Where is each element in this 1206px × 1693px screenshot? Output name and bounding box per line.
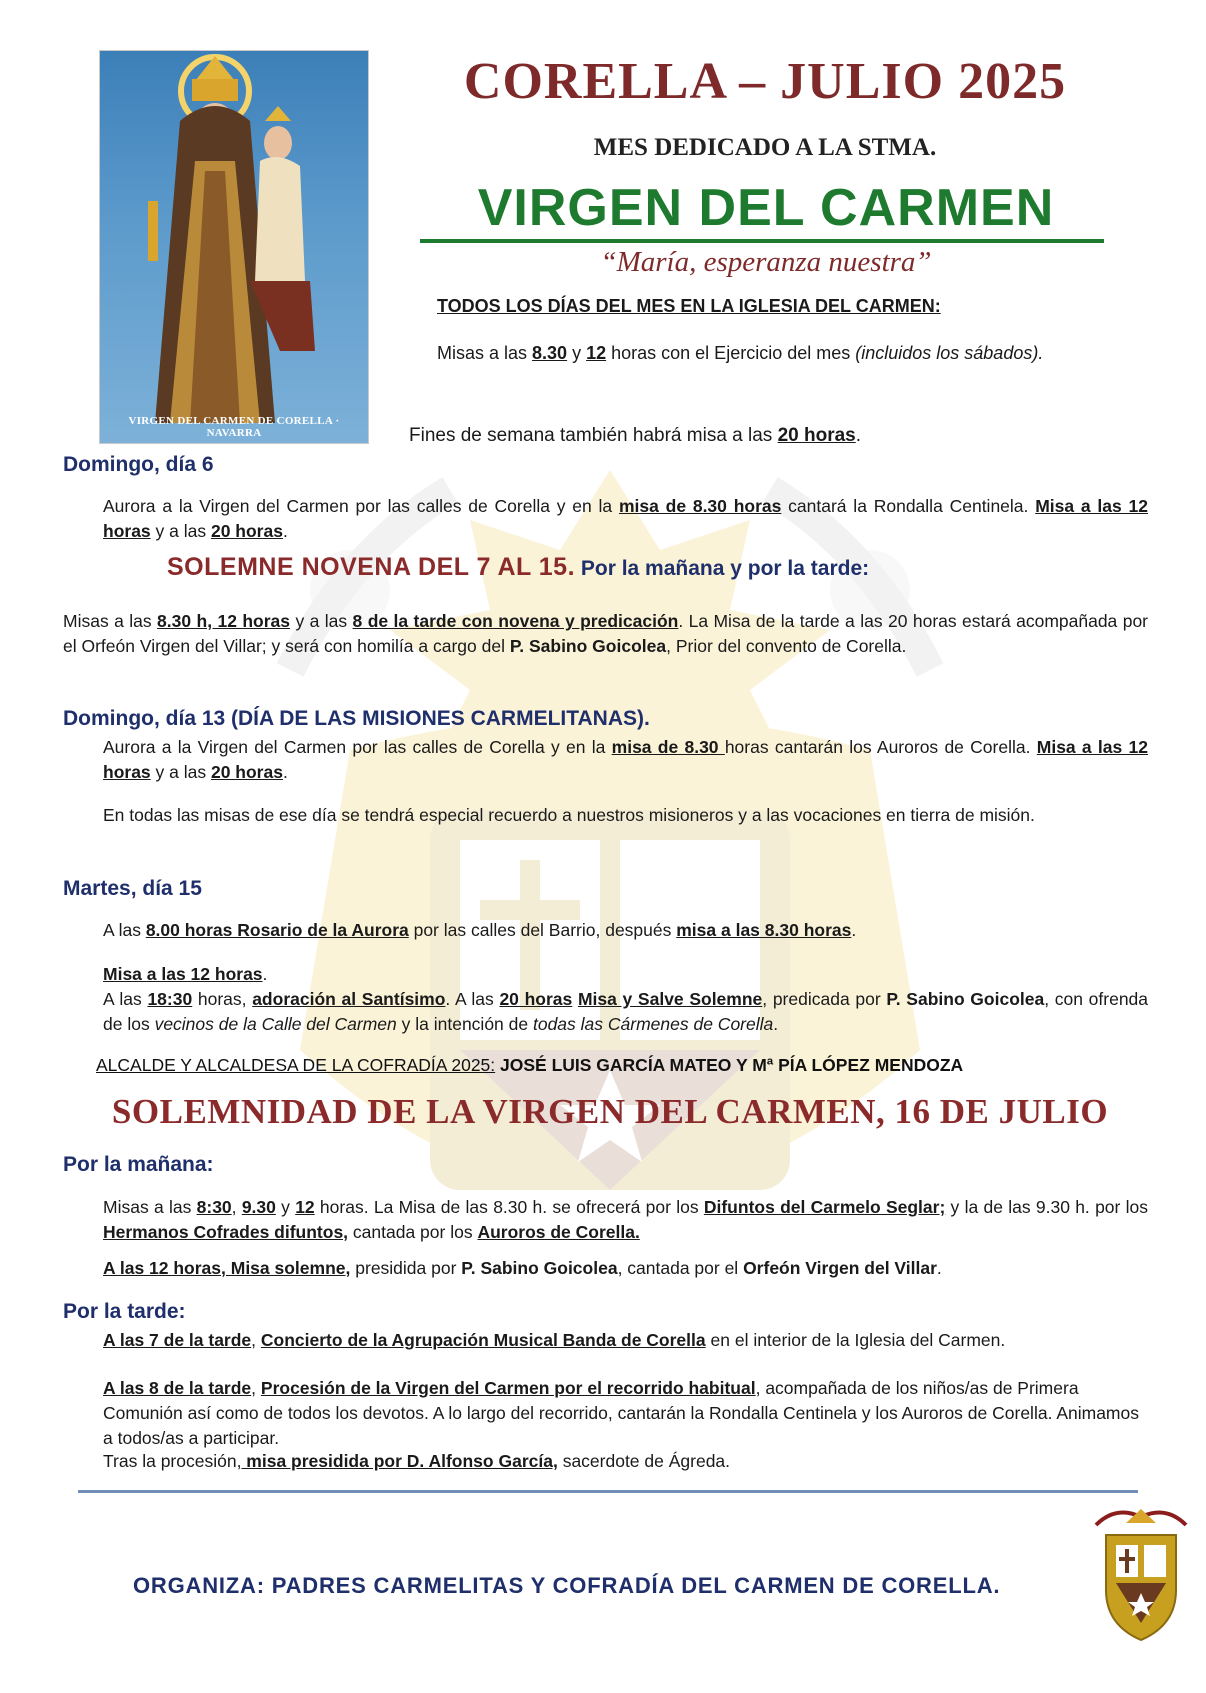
mayors-line: ALCALDE Y ALCALDESA DE LA COFRADÍA 2025: JOSÉ LUIS GARCÍA MATEO Y Mª PÍA LÓPEZ MENDOZA [96, 1055, 964, 1075]
afternoon-heading: Por la tarde: [63, 1300, 186, 1323]
morning-masses: Misas a las 8:30, 9.30 y 12 horas. La Misa de las 8.30 h. se ofrecerá por los Difuntos del Carmelo Seglar; y la de las 9.30 h. por los Hermanos Cofrades difuntos, cantada por los Auroros de Corella. [103, 1197, 1149, 1242]
daily-masses: Misas a las 8.30 y 12 horas con el Ejercicio del mes (incluidos los sábados). [437, 343, 1044, 363]
page-title: CORELLA – JULIO 2025 [463, 53, 1067, 110]
tuesday-15-rosary: A las 8.00 horas Rosario de la Aurora por las calles del Barrio, después misa a las 8.30 horas. [103, 920, 857, 940]
afternoon-concert: A las 7 de la tarde, Concierto de la Agrupación Musical Banda de Corella en el interior de la Iglesia del Carmen. [103, 1330, 1006, 1350]
tuesday-15-evening: A las 18:30 horas, adoración al Santísimo. A las 20 horas Misa y Salve Solemne, predicada por P. Sabino Goicolea, con ofrenda de los vecinos de la Calle del Carmen y la intención de todas las Cármenes de Corella. [103, 989, 1149, 1034]
image-caption: VIRGEN DEL CARMEN DE CORELLA · NAVARRA [128, 415, 340, 439]
weekend-mass: Fines de semana también habrá misa a las 20 horas. [409, 425, 862, 446]
main-title-underline [420, 239, 1104, 243]
virgin-figure-icon [100, 51, 368, 443]
afternoon-procession: A las 8 de la tarde, Procesión de la Virgen del Carmen por el recorrido habitual, acompañada de los niños/as de Primera Comunión así como de todos los devotos. A lo largo del recorrido, cantarán la Rondalla Centinela y los Auroros de Corella. Animamos a todos/as a participar. [103, 1378, 1139, 1448]
organizer-line: ORGANIZA: PADRES CARMELITAS Y COFRADÍA DEL CARMEN DE CORELLA. [133, 1573, 1001, 1598]
sunday-13-missions-text: En todas las misas de ese día se tendrá especial recuerdo a nuestros misioneros y a las vocaciones en tierra de misión. [103, 805, 1035, 825]
solemnity-title: SOLEMNIDAD DE LA VIRGEN DEL CARMEN, 16 DE JULIO [111, 1092, 1109, 1131]
sunday-6-text: Aurora a la Virgen del Carmen por las calles de Corella y en la misa de 8.30 horas cantará la Rondalla Centinela. Misa a las 12 horas y a las 20 horas. [103, 496, 1148, 541]
solemn-mass: A las 12 horas, Misa solemne, presidida por P. Sabino Goicolea, cantada por el Orfeón Virgen del Villar. [103, 1258, 942, 1278]
page-subtitle: MES DEDICADO A LA STMA. [593, 134, 937, 161]
daily-heading: TODOS LOS DÍAS DEL MES EN LA IGLESIA DEL CARMEN: [437, 296, 941, 316]
morning-heading: Por la mañana: [63, 1153, 214, 1176]
novena-heading: SOLEMNE NOVENA DEL 7 AL 15. Por la mañana y por la tarde: [167, 553, 870, 581]
virgin-image [99, 50, 369, 444]
tuesday-15-heading: Martes, día 15 [63, 877, 202, 900]
sunday-13-heading: Domingo, día 13 (DÍA DE LAS MISIONES CARMELITANAS). [63, 707, 650, 730]
sunday-13-text: Aurora a la Virgen del Carmen por las calles de Corella y en la misa de 8.30 horas cantarán los Auroros de Corella. Misa a las 12 horas y a las 20 horas. [103, 737, 1148, 782]
after-procession-mass: Tras la procesión, misa presidida por D. Alfonso García, sacerdote de Ágreda. [103, 1451, 731, 1471]
sunday-6-heading: Domingo, día 6 [63, 453, 214, 476]
tuesday-15-midday: Misa a las 12 horas. [103, 964, 268, 984]
footer-divider [78, 1490, 1138, 1493]
novena-text: Misas a las 8.30 h, 12 horas y a las 8 de la tarde con novena y predicación. La Misa de la tarde a las 20 horas estará acompañada por el Orfeón Virgen del Villar; y será con homilía a cargo del P. Sabino Goicolea, Prior del convento de Corella. [63, 611, 1149, 656]
main-title: VIRGEN DEL CARMEN [477, 179, 1055, 237]
confraternity-shield-icon [1086, 1505, 1196, 1645]
motto: “María, esperanza nuestra” [600, 246, 932, 278]
